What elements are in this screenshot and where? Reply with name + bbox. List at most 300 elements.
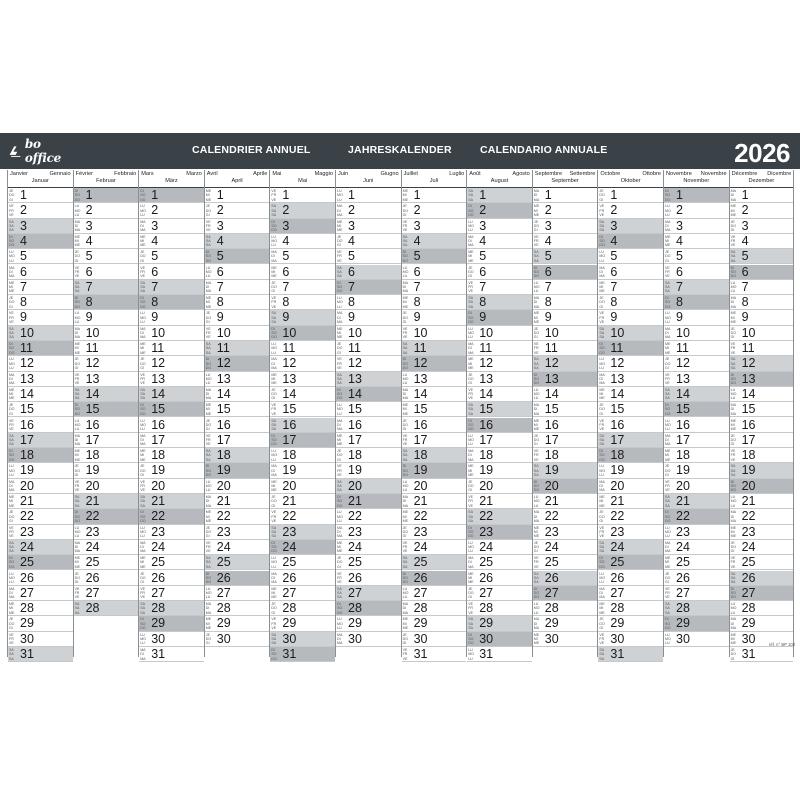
weekday-label: VE FR VE xyxy=(337,250,342,263)
day-number: 14 xyxy=(151,386,166,401)
month-name-de: Oktober xyxy=(620,178,641,184)
day-number: 11 xyxy=(348,341,361,355)
day-number: 9 xyxy=(610,310,618,325)
day-number: 16 xyxy=(741,417,756,432)
day-row xyxy=(467,310,532,325)
day-row xyxy=(467,647,532,662)
weekday-label: VE FR VE xyxy=(599,632,605,646)
day-row xyxy=(139,632,204,647)
day-number: 5 xyxy=(676,249,683,264)
day-row xyxy=(205,632,270,647)
weekday-label: DI SO DO xyxy=(468,418,474,432)
day-row xyxy=(270,326,335,341)
weekday-label: SA SA SA xyxy=(599,433,605,447)
weekday-label: ME MI ME xyxy=(533,418,540,432)
day-row xyxy=(664,310,729,325)
weekday-label: VE FR VE xyxy=(468,387,473,401)
day-row xyxy=(533,586,598,601)
day-row xyxy=(402,647,467,662)
day-number: 21 xyxy=(348,494,362,508)
day-number: 25 xyxy=(479,555,494,570)
day-row xyxy=(74,509,139,524)
weekday-label: LU MO LU xyxy=(337,510,343,523)
day-row xyxy=(139,265,204,280)
weekday-label: VE FR VE xyxy=(337,571,342,585)
day-number: 26 xyxy=(544,570,559,585)
day-number: 1 xyxy=(610,188,618,202)
weekday-label: JE DO GI xyxy=(599,189,605,202)
day-row xyxy=(533,372,598,387)
weekday-label: DI SO DO xyxy=(599,556,605,569)
day-row xyxy=(74,188,139,203)
day-row xyxy=(533,571,598,586)
weekday-label: LU MO LU xyxy=(271,234,278,248)
day-number: 12 xyxy=(610,356,625,371)
day-row xyxy=(598,632,663,647)
product-reference: réf. n° BP 103 xyxy=(768,642,795,647)
weekday-label: SA SA SA xyxy=(599,219,605,233)
day-number: 7 xyxy=(348,279,355,294)
weekday-label: JE DO GI xyxy=(271,387,277,401)
day-row xyxy=(730,249,794,264)
weekday-label: LU MO LU xyxy=(140,525,146,539)
day-row xyxy=(402,387,467,402)
day-number: 9 xyxy=(741,310,749,325)
day-number: 21 xyxy=(85,494,100,508)
day-row xyxy=(730,509,794,524)
day-number: 28 xyxy=(20,601,34,616)
day-number: 19 xyxy=(20,463,34,478)
day-number: 22 xyxy=(544,509,559,524)
month-name-de: März xyxy=(165,178,178,184)
day-number: 18 xyxy=(20,448,34,463)
day-row xyxy=(139,295,204,310)
weekday-label: MA DI MA xyxy=(533,510,540,523)
weekday-label: ME MI ME xyxy=(665,342,671,355)
day-row xyxy=(467,249,532,264)
weekday-label: SA SA SA xyxy=(533,464,539,477)
day-row xyxy=(402,555,467,570)
day-row xyxy=(270,616,335,631)
day-row xyxy=(598,509,663,524)
day-row xyxy=(205,463,270,478)
weekday-label: JE DO GI xyxy=(205,418,212,432)
day-row xyxy=(270,555,335,570)
day-row xyxy=(139,647,204,662)
weekday-label: MA DI MA xyxy=(74,433,80,447)
weekday-label: ME MI ME xyxy=(9,280,15,294)
day-row xyxy=(8,616,73,631)
day-number: 17 xyxy=(413,432,428,447)
day-number: 13 xyxy=(610,371,625,386)
day-row xyxy=(336,509,401,524)
day-row xyxy=(730,647,794,662)
month-name-de: Juni xyxy=(363,178,374,184)
day-row xyxy=(336,463,401,478)
day-row xyxy=(8,310,73,325)
day-number: 27 xyxy=(85,585,100,600)
day-row xyxy=(402,356,467,371)
day-row xyxy=(598,540,663,555)
weekday-label: VE FR VE xyxy=(533,449,539,462)
day-row xyxy=(533,433,598,448)
day-number: 30 xyxy=(479,631,494,646)
day-number: 25 xyxy=(282,555,297,570)
weekday-label: JE DO GI xyxy=(730,433,736,447)
day-number: 18 xyxy=(413,448,428,463)
day-row xyxy=(664,203,729,218)
weekday-label: MA DI MA xyxy=(402,602,408,615)
weekday-label: MA DI MA xyxy=(402,495,408,508)
day-number: 8 xyxy=(479,295,487,310)
day-number: 27 xyxy=(544,585,559,600)
weekday-label: JE DO GI xyxy=(665,464,671,477)
day-number: 28 xyxy=(610,601,625,616)
day-row xyxy=(730,616,794,631)
day-number: 28 xyxy=(85,601,100,616)
day-number: 25 xyxy=(216,555,231,570)
weekday-label: ME MI ME xyxy=(205,403,212,416)
day-row xyxy=(74,494,139,509)
weekday-label: JE DO GI xyxy=(730,648,736,661)
weekday-label: ME MI ME xyxy=(9,602,15,615)
weekday-label: JE DO GI xyxy=(533,433,540,447)
weekday-label: SA SA SA xyxy=(9,433,14,447)
day-number: 12 xyxy=(741,356,756,371)
month-column xyxy=(532,170,598,657)
day-number: 17 xyxy=(676,432,690,447)
month-name-de: August xyxy=(490,178,509,184)
day-row xyxy=(8,540,73,555)
weekday-label: LU MO LU xyxy=(74,311,81,324)
day-number: 20 xyxy=(741,478,756,493)
month-name-de: April xyxy=(231,178,243,184)
weekday-label: SA SA SA xyxy=(730,464,736,477)
month-header xyxy=(336,170,401,188)
day-number: 1 xyxy=(282,188,290,202)
day-number: 10 xyxy=(544,325,559,340)
weekday-label: VE FR VE xyxy=(140,265,145,279)
weekday-label: MA DI MA xyxy=(730,510,736,523)
title-italian: CALENDARIO ANNUALE xyxy=(480,144,608,156)
day-number: 6 xyxy=(282,264,290,279)
weekday-label: VE FR VE xyxy=(74,479,80,493)
day-row xyxy=(730,601,794,616)
weekday-label: ME MI ME xyxy=(533,632,540,646)
day-number: 13 xyxy=(151,371,166,386)
day-number: 20 xyxy=(413,478,428,493)
weekday-label: SA SA SA xyxy=(9,326,14,340)
day-number: 13 xyxy=(85,371,100,386)
day-row xyxy=(336,326,401,341)
month-header xyxy=(270,170,335,188)
day-row xyxy=(402,310,467,325)
weekday-label: ME MI ME xyxy=(730,418,736,432)
weekday-label: MA DI MA xyxy=(271,250,277,263)
day-number: 4 xyxy=(676,233,683,248)
day-row xyxy=(270,265,335,280)
day-number: 14 xyxy=(413,386,428,401)
day-row xyxy=(598,249,663,264)
weekday-label: JE DO GI xyxy=(9,510,15,523)
day-number: 3 xyxy=(741,218,749,233)
day-number: 1 xyxy=(544,188,552,202)
weekday-label: VE FR VE xyxy=(730,342,736,355)
day-number: 10 xyxy=(479,325,494,340)
day-number: 2 xyxy=(151,203,159,218)
weekday-label: JE DO GI xyxy=(402,525,408,539)
day-number: 8 xyxy=(85,295,93,310)
weekday-label: VE FR VE xyxy=(271,296,277,309)
day-number: 22 xyxy=(85,509,100,524)
day-number: 5 xyxy=(741,249,749,264)
weekday-label: JE DO GI xyxy=(730,326,736,340)
weekday-label: DI SO DO xyxy=(337,602,343,615)
weekday-label: VE FR VE xyxy=(74,372,80,386)
day-number: 26 xyxy=(151,570,166,585)
weekday-label: DI SO DO xyxy=(271,326,277,340)
day-row xyxy=(8,433,73,448)
weekday-label: VE FR VE xyxy=(9,311,14,324)
day-number: 17 xyxy=(348,432,362,447)
day-number: 31 xyxy=(151,647,166,661)
day-number: 9 xyxy=(413,310,421,325)
weekday-label: MA DI MA xyxy=(337,632,343,646)
day-number: 14 xyxy=(216,386,231,401)
day-number: 13 xyxy=(544,371,559,386)
month-column xyxy=(204,170,270,657)
day-number: 8 xyxy=(282,295,290,310)
day-number: 30 xyxy=(610,631,625,646)
weekday-label: DI SO DO xyxy=(599,234,605,248)
day-number: 22 xyxy=(348,509,362,524)
day-row xyxy=(730,234,794,249)
day-row xyxy=(139,280,204,295)
day-row xyxy=(139,418,204,433)
day-row xyxy=(270,188,335,203)
day-row xyxy=(533,265,598,280)
weekday-label: SA SA SA xyxy=(533,250,539,263)
day-number: 13 xyxy=(741,371,756,386)
day-number: 21 xyxy=(413,494,428,508)
weekday-label: LU MO LU xyxy=(205,586,212,600)
weekday-label: MA DI MA xyxy=(533,617,540,630)
weekday-label: VE FR VE xyxy=(205,433,211,447)
weekday-label: DI SO DO xyxy=(205,464,212,477)
day-row xyxy=(74,402,139,417)
month-name-it: Settembre xyxy=(569,171,596,177)
day-row xyxy=(270,525,335,540)
day-number: 4 xyxy=(20,233,27,248)
day-row xyxy=(533,249,598,264)
day-row xyxy=(402,326,467,341)
day-number: 24 xyxy=(676,539,690,554)
day-row xyxy=(533,203,598,218)
weekday-label: VE FR VE xyxy=(402,326,408,340)
weekday-label: ME MI ME xyxy=(205,189,212,202)
weekday-label: ME MI ME xyxy=(599,280,605,294)
weekday-label: VE FR VE xyxy=(468,602,473,615)
weekday-label: LU MO LU xyxy=(74,418,81,432)
day-row xyxy=(730,372,794,387)
day-number: 5 xyxy=(413,249,421,264)
day-number: 12 xyxy=(413,356,428,371)
day-number: 28 xyxy=(479,601,494,616)
day-row xyxy=(139,586,204,601)
day-row xyxy=(270,647,335,662)
month-name-fr: Février xyxy=(75,171,93,177)
day-row xyxy=(402,341,467,356)
day-row xyxy=(467,448,532,463)
weekday-label: VE FR VE xyxy=(9,204,14,217)
weekday-label: MA DI MA xyxy=(74,326,80,340)
day-number: 6 xyxy=(741,264,749,279)
weekday-label: ME MI ME xyxy=(402,617,408,630)
weekday-label: MA DI MA xyxy=(140,648,146,661)
day-number: 31 xyxy=(413,647,428,661)
day-row xyxy=(664,402,729,417)
weekday-label: SA SA SA xyxy=(730,571,736,585)
weekday-label: SA SA SA xyxy=(402,234,408,248)
day-number: 25 xyxy=(741,555,756,570)
weekday-label: JE DO GI xyxy=(271,602,277,615)
month-name-it: Luglio xyxy=(449,171,465,177)
weekday-label: SA SA SA xyxy=(140,602,145,615)
day-number: 29 xyxy=(544,616,559,631)
weekday-label: VE FR VE xyxy=(74,586,80,600)
weekday-label: VE FR VE xyxy=(9,418,14,432)
weekday-label: ME MI ME xyxy=(533,525,540,539)
weekday-label: MA DI MA xyxy=(533,189,540,202)
day-row xyxy=(467,326,532,341)
weekday-label: SA SA SA xyxy=(271,418,277,432)
day-row xyxy=(336,616,401,631)
weekday-label: MA DI MA xyxy=(74,540,80,554)
month-name-fr: Mai xyxy=(272,171,282,177)
day-number: 23 xyxy=(85,524,100,539)
day-number: 14 xyxy=(479,386,494,401)
day-number: 22 xyxy=(676,509,690,524)
day-row xyxy=(402,463,467,478)
day-row xyxy=(139,356,204,371)
day-row xyxy=(402,219,467,234)
weekday-label: VE FR VE xyxy=(337,357,342,370)
weekday-label: LU MO LU xyxy=(9,357,15,370)
day-number: 28 xyxy=(413,601,428,616)
day-row xyxy=(598,387,663,402)
month-header xyxy=(139,170,204,188)
day-row xyxy=(664,448,729,463)
calendar-header xyxy=(0,133,800,169)
day-row xyxy=(74,219,139,234)
weekday-label: SA SA SA xyxy=(205,449,211,462)
day-number: 11 xyxy=(151,341,165,355)
weekday-label: VE FR VE xyxy=(599,204,605,217)
day-number: 11 xyxy=(479,341,493,355)
day-row xyxy=(664,341,729,356)
day-number: 23 xyxy=(282,524,297,539)
day-number: 3 xyxy=(610,218,618,233)
day-number: 24 xyxy=(216,539,231,554)
weekday-label: DI SO DO xyxy=(533,479,540,493)
month-header xyxy=(74,170,139,188)
day-row xyxy=(8,509,73,524)
month-column xyxy=(729,170,795,661)
day-row xyxy=(74,418,139,433)
weekday-label: ME MI ME xyxy=(665,234,671,248)
day-row xyxy=(336,433,401,448)
weekday-label: LU MO LU xyxy=(402,479,409,493)
day-row xyxy=(336,632,401,647)
day-row xyxy=(598,433,663,448)
weekday-label: ME MI ME xyxy=(730,525,736,539)
day-row xyxy=(8,586,73,601)
day-number: 4 xyxy=(216,233,224,248)
month-column xyxy=(401,170,467,661)
month-name-fr: Octobre xyxy=(600,171,621,177)
day-row xyxy=(730,448,794,463)
day-row xyxy=(402,571,467,586)
day-row xyxy=(8,479,73,494)
weekday-label: ME MI ME xyxy=(140,449,146,462)
day-number: 27 xyxy=(676,585,690,600)
day-row xyxy=(664,265,729,280)
weekday-label: DI SO DO xyxy=(271,219,277,233)
weekday-label: ME MI ME xyxy=(140,342,146,355)
day-row xyxy=(664,219,729,234)
weekday-label: SA SA SA xyxy=(533,571,539,585)
weekday-label: ME MI ME xyxy=(74,556,80,569)
day-number: 26 xyxy=(282,570,297,585)
day-number: 11 xyxy=(282,341,296,355)
day-number: 27 xyxy=(741,585,756,600)
weekday-label: MA DI MA xyxy=(74,219,80,233)
day-row xyxy=(205,540,270,555)
day-row xyxy=(139,402,204,417)
day-row xyxy=(467,632,532,647)
day-number: 9 xyxy=(676,310,683,325)
day-row xyxy=(730,525,794,540)
weekday-label: ME MI ME xyxy=(730,632,736,646)
weekday-label: ME MI ME xyxy=(533,311,540,324)
weekday-label: LU MO LU xyxy=(140,632,146,646)
weekday-label: MA DI MA xyxy=(730,189,736,202)
weekday-label: DI SO DO xyxy=(468,632,474,646)
month-name-fr: Juillet xyxy=(403,171,418,177)
day-row xyxy=(139,372,204,387)
day-row xyxy=(598,586,663,601)
day-number: 7 xyxy=(610,279,618,294)
weekday-label: VE FR VE xyxy=(74,265,80,279)
weekday-label: MA DI MA xyxy=(599,586,605,600)
day-number: 26 xyxy=(479,570,494,585)
weekday-label: VE FR VE xyxy=(205,219,211,233)
weekday-label: MA DI MA xyxy=(599,265,605,279)
day-row xyxy=(664,601,729,616)
weekday-label: MA DI MA xyxy=(337,204,343,217)
day-row xyxy=(205,525,270,540)
month-name-it: Ottobre xyxy=(642,171,661,177)
day-row xyxy=(139,540,204,555)
day-row xyxy=(533,326,598,341)
day-row xyxy=(467,372,532,387)
day-row xyxy=(664,249,729,264)
day-number: 3 xyxy=(676,218,683,233)
day-number: 20 xyxy=(544,478,559,493)
day-row xyxy=(336,234,401,249)
day-row xyxy=(467,463,532,478)
weekday-label: SA SA SA xyxy=(140,387,145,401)
